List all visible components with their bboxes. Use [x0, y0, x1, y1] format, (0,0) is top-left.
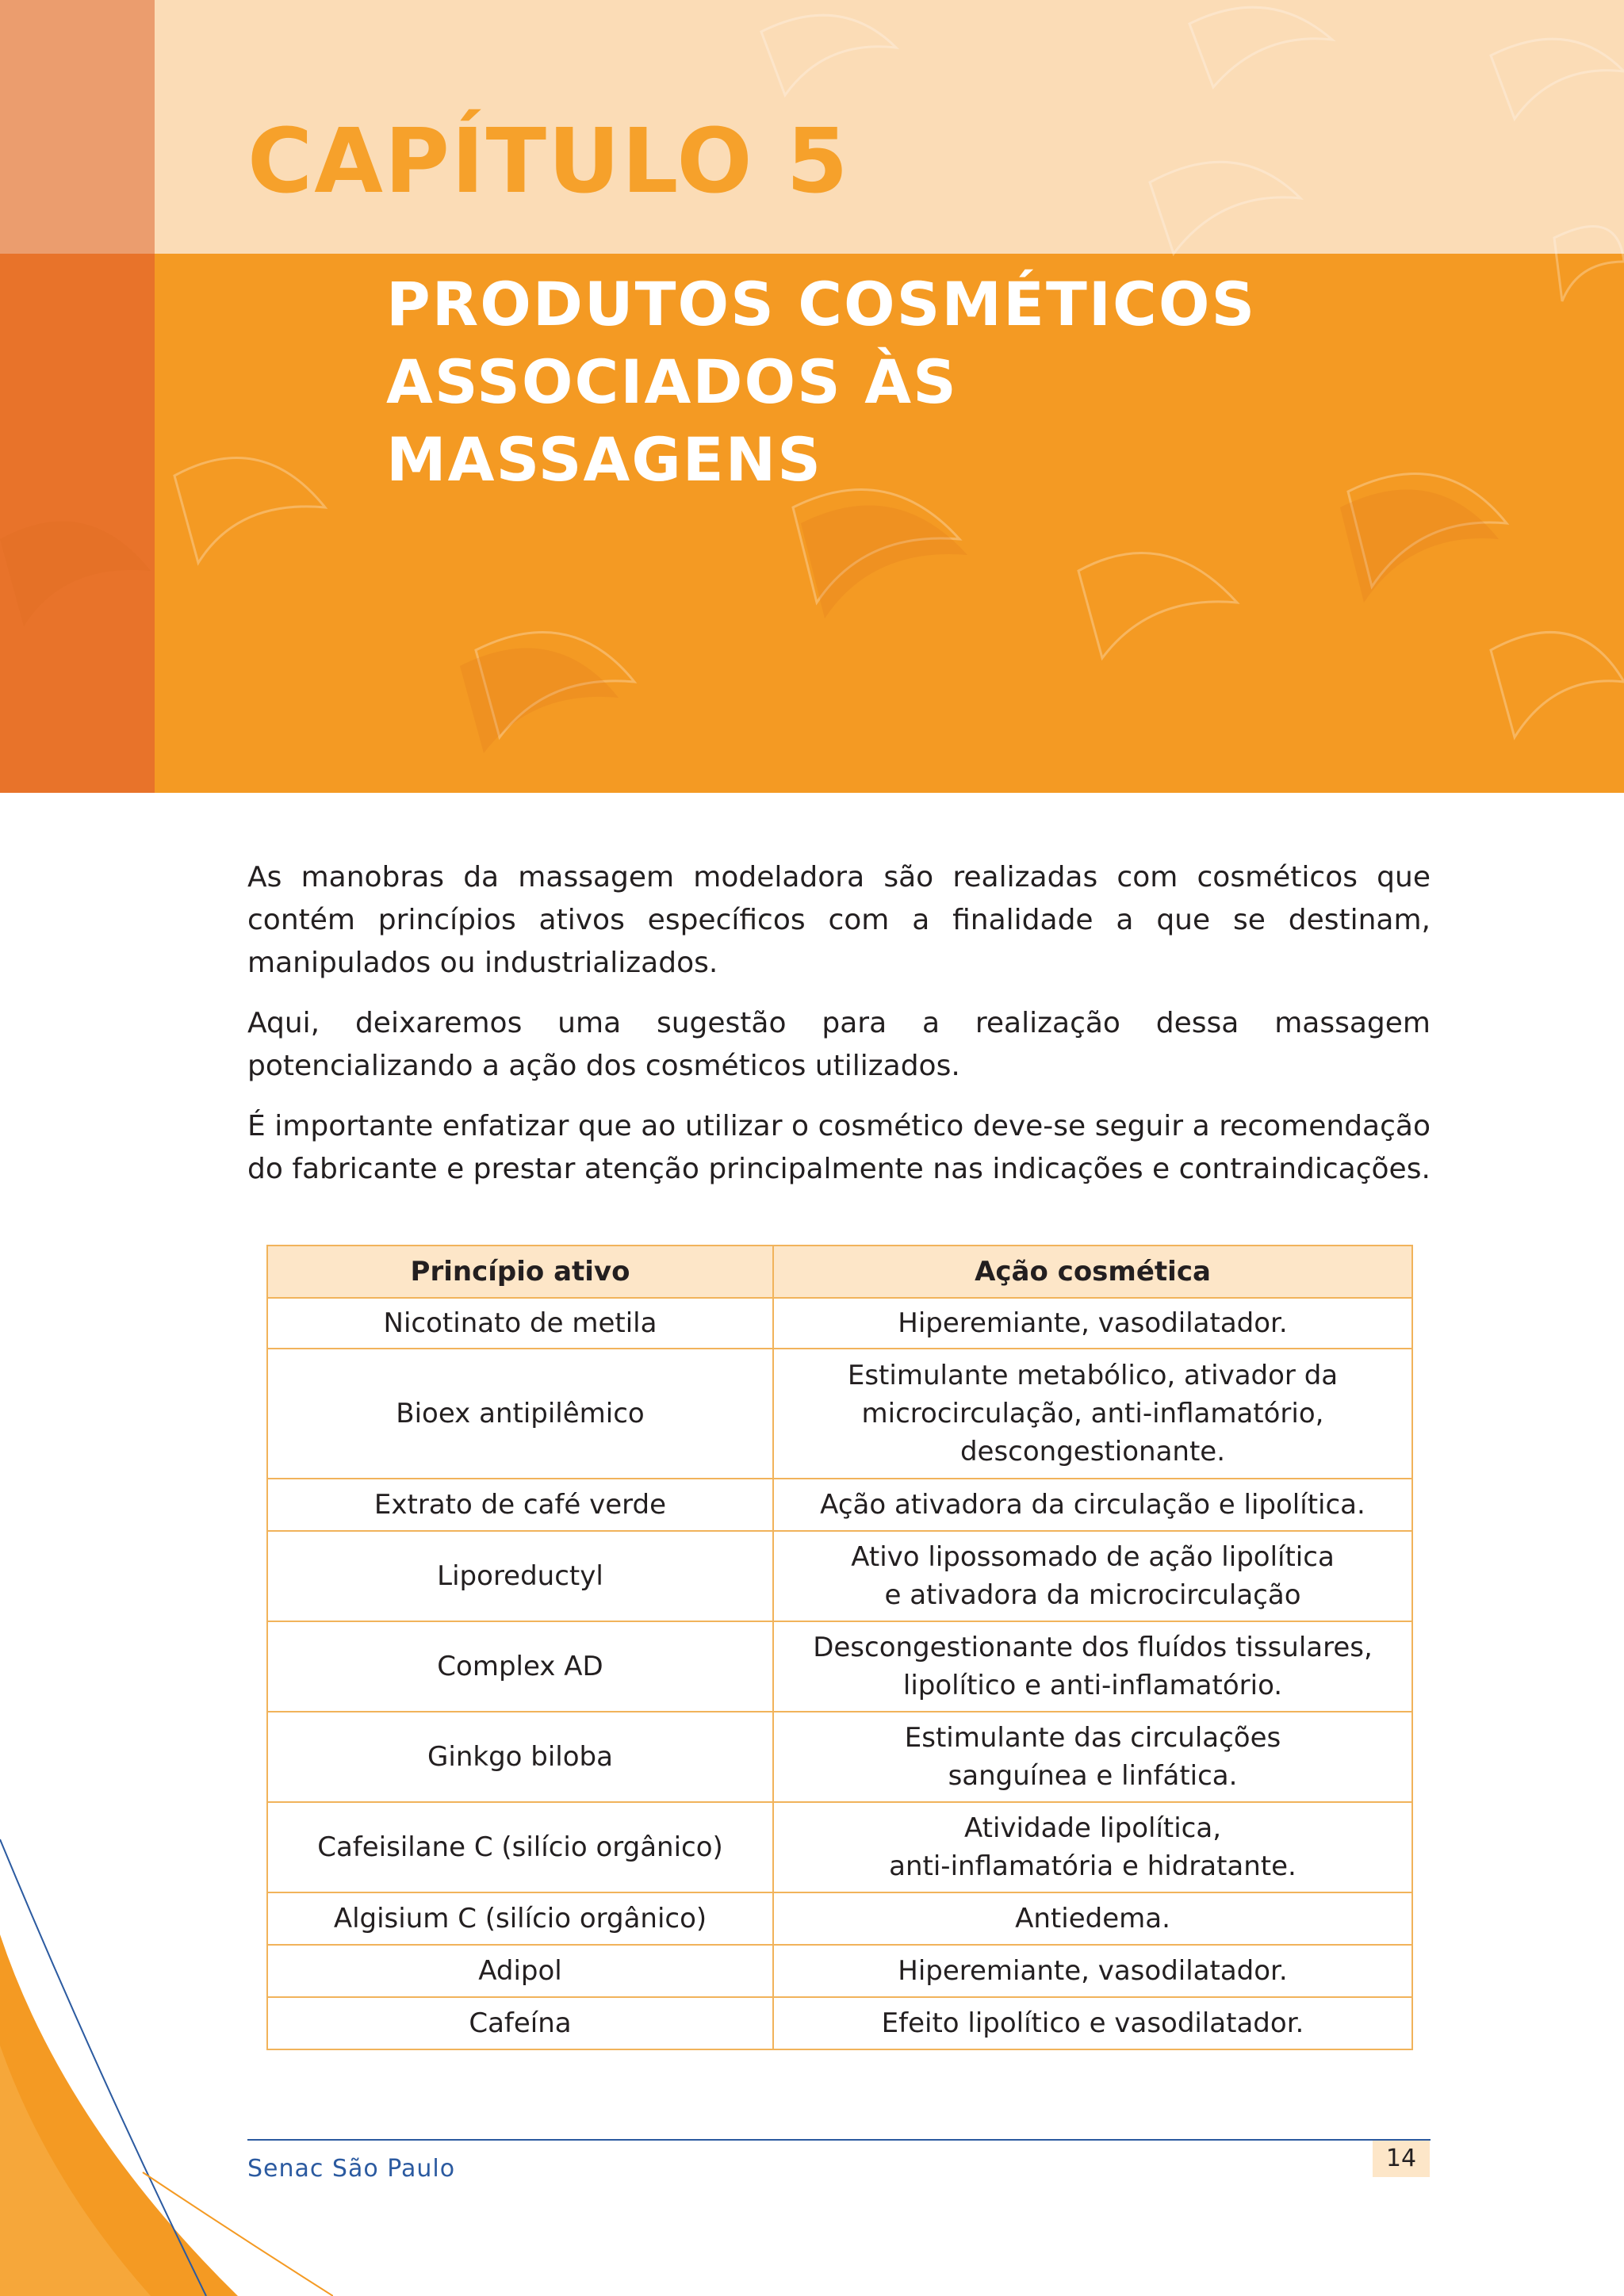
table-row [267, 1997, 1412, 2049]
intro-paragraph: As manobras da massagem modeladora são realizadas com cosméticos que contém princípios ativos específicos com a finalidade a que se destinam, manipulados ou industrializados. [247, 861, 1431, 979]
column-header-active: Princípio ativo [267, 1246, 773, 1298]
table-row [267, 1712, 1412, 1802]
active-cell: Cafeisilane C (silício orgânico) [267, 1802, 773, 1892]
footer-divider [247, 2139, 1431, 2141]
action-line: Estimulante metabólico, ativador da [847, 1360, 1339, 1391]
action-line: Hiperemiante, vasodilatador. [898, 1955, 1288, 1987]
action-cell [773, 1298, 1412, 1349]
action-line: sanguínea e linfática. [948, 1760, 1238, 1792]
column-header-action: Ação cosmética [773, 1246, 1412, 1298]
table-row [267, 1479, 1412, 1531]
action-cell [773, 1892, 1412, 1945]
action-line: Hiperemiante, vasodilatador. [898, 1307, 1288, 1339]
active-cell: Cafeína [267, 1997, 773, 2049]
footer-brand: Senac São Paulo [247, 2155, 456, 2183]
action-cell [773, 1531, 1412, 1621]
active-cell: Complex AD [267, 1621, 773, 1712]
action-line: Ativo lipossomado de ação lipolítica [851, 1541, 1335, 1573]
active-cell: Algisium C (silício orgânico) [267, 1892, 773, 1945]
action-line: e ativadora da microcirculação [884, 1579, 1301, 1611]
action-cell [773, 1945, 1412, 1997]
table-row [267, 1621, 1412, 1712]
active-ingredients-table [266, 1245, 1413, 2050]
active-cell: Extrato de café verde [267, 1479, 773, 1531]
active-cell: Adipol [267, 1945, 773, 1997]
action-line: Estimulante das circulações [904, 1722, 1281, 1754]
action-cell [773, 1349, 1412, 1479]
chapter-title [386, 266, 1536, 499]
action-cell [773, 1712, 1412, 1802]
table-header-row [267, 1246, 1412, 1298]
action-line: Descongestionante dos fluídos tissulares, [813, 1632, 1373, 1663]
table-row [267, 1349, 1412, 1479]
active-cell: Liporeductyl [267, 1531, 773, 1621]
intro-paragraph: Aqui, deixaremos uma sugestão para a realização dessa massagem potencializando a ação dos cosméticos utilizados. [247, 1007, 1431, 1082]
table-row [267, 1531, 1412, 1621]
action-line: descongestionante. [959, 1436, 1226, 1468]
action-cell [773, 1621, 1412, 1712]
intro-paragraph: É importante enfatizar que ao utilizar o cosmético deve-se seguir a recomendação do fabricante e prestar atenção principalmente nas indicações e contraindicações. [247, 1110, 1431, 1185]
action-line: Atividade lipolítica, [963, 1812, 1221, 1844]
chapter-title-line: ASSOCIADOS ÀS [386, 346, 958, 417]
chapter-title-line: MASSAGENS [386, 424, 822, 495]
action-line: Antiedema. [1015, 1903, 1170, 1934]
table-row [267, 1892, 1412, 1945]
action-cell [773, 1997, 1412, 2049]
action-cell [773, 1802, 1412, 1892]
active-cell: Ginkgo biloba [267, 1712, 773, 1802]
page-number: 14 [1373, 2141, 1430, 2177]
action-line: lipolítico e anti-inflamatório. [902, 1670, 1283, 1701]
corner-decoration [0, 1808, 333, 2296]
table-row [267, 1802, 1412, 1892]
table-row [267, 1945, 1412, 1997]
action-cell [773, 1479, 1412, 1531]
chapter-number: CAPÍTULO 5 [247, 110, 850, 213]
active-cell: Nicotinato de metila [267, 1298, 773, 1349]
action-line: microcirculação, anti-inflamatório, [861, 1398, 1324, 1429]
table-row [267, 1298, 1412, 1349]
action-line: Ação ativadora da circulação e lipolítica. [820, 1489, 1365, 1521]
chapter-title-line: PRODUTOS COSMÉTICOS [386, 269, 1257, 339]
action-line: Efeito lipolítico e vasodilatador. [881, 2007, 1304, 2039]
active-cell: Bioex antipilêmico [267, 1349, 773, 1479]
action-line: anti-inflamatória e hidratante. [889, 1850, 1297, 1882]
intro-text [247, 856, 1431, 1208]
